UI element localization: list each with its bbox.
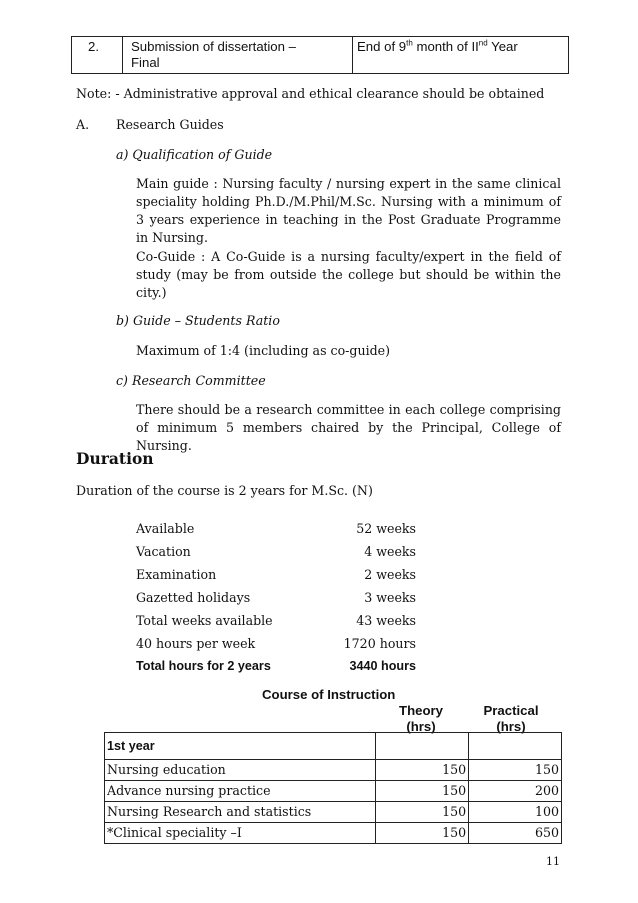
theory-hours: 150 <box>376 781 469 802</box>
theory-hours: 150 <box>376 802 469 823</box>
course-subject: Advance nursing practice <box>105 781 376 802</box>
duration-row <box>136 657 416 675</box>
course-subject: *Clinical speciality –I <box>105 823 376 844</box>
duration-heading: Duration <box>76 449 154 468</box>
section-letter: A. <box>76 117 90 132</box>
practical-hours: 200 <box>469 781 562 802</box>
research-committee-paragraph: There should be a research committee in each college comprising of minimum 5 members chaired by the Principal, College of Nursing. <box>136 402 561 453</box>
practical-header: Practical (hrs) <box>483 703 539 734</box>
practical-hours: 100 <box>469 802 562 823</box>
activity-text-line1: Submission of dissertation – <box>131 39 296 54</box>
schedule-table <box>71 36 569 74</box>
duration-value: 3 weeks <box>364 590 416 605</box>
guide-ratio-text: Maximum of 1:4 (including as co-guide) <box>136 343 391 358</box>
subsection-c-title: c) Research Committee <box>116 373 266 388</box>
table-row <box>105 760 562 781</box>
activity-text-line2: Final <box>131 55 160 70</box>
duration-label: Available <box>136 521 195 536</box>
table-row-number: 2. <box>88 39 99 54</box>
duration-row <box>136 566 416 584</box>
timeline-text: End of 9th month of IInd Year <box>357 38 518 54</box>
practical-hours: 150 <box>469 760 562 781</box>
subsection-b-title: b) Guide – Students Ratio <box>116 313 280 328</box>
table-row <box>105 733 562 760</box>
year-label: 1st year <box>105 733 376 760</box>
theory-header: Theory (hrs) <box>399 703 443 734</box>
duration-value: 3440 hours <box>349 659 416 673</box>
duration-label: Examination <box>136 567 217 582</box>
course-subject: Nursing education <box>105 760 376 781</box>
course-subject: Nursing Research and statistics <box>105 802 376 823</box>
duration-label: Total weeks available <box>136 613 273 628</box>
page-number: 11 <box>546 855 560 868</box>
duration-label: Total hours for 2 years <box>136 659 271 673</box>
duration-label: Gazetted holidays <box>136 590 251 605</box>
section-title: Research Guides <box>116 117 224 132</box>
note-text: Note: - Administrative approval and ethical clearance should be obtained <box>76 86 545 101</box>
duration-intro: Duration of the course is 2 years for M.Sc. (N) <box>76 483 373 498</box>
duration-row <box>136 543 416 561</box>
course-title: Course of Instruction <box>262 687 396 702</box>
timeline-cell <box>352 37 568 73</box>
activity-cell <box>122 37 353 73</box>
main-guide-paragraph: Main guide : Nursing faculty / nursing expert in the same clinical speciality holding Ph.D./M.Phil/M.Sc. Nursing with a minimum of 3 years experience in teaching in the Post Graduate Programme in Nursing. <box>136 176 561 245</box>
duration-value: 4 weeks <box>364 544 416 559</box>
duration-row <box>136 635 416 653</box>
practical-hours: 650 <box>469 823 562 844</box>
theory-hours: 150 <box>376 823 469 844</box>
course-table <box>104 732 562 844</box>
table-row <box>105 823 562 844</box>
table-row <box>105 781 562 802</box>
subsection-a-title: a) Qualification of Guide <box>116 147 273 162</box>
co-guide-paragraph: Co-Guide : A Co-Guide is a nursing faculty/expert in the field of study (may be from outside the college but should be within the city.) <box>136 249 561 300</box>
duration-row <box>136 520 416 538</box>
table-row <box>105 802 562 823</box>
theory-hours: 150 <box>376 760 469 781</box>
duration-value: 2 weeks <box>364 567 416 582</box>
duration-value: 43 weeks <box>356 613 416 628</box>
duration-row <box>136 589 416 607</box>
duration-label: 40 hours per week <box>136 636 256 651</box>
duration-label: Vacation <box>136 544 191 559</box>
duration-value: 52 weeks <box>356 521 416 536</box>
duration-value: 1720 hours <box>343 636 416 651</box>
duration-row <box>136 612 416 630</box>
